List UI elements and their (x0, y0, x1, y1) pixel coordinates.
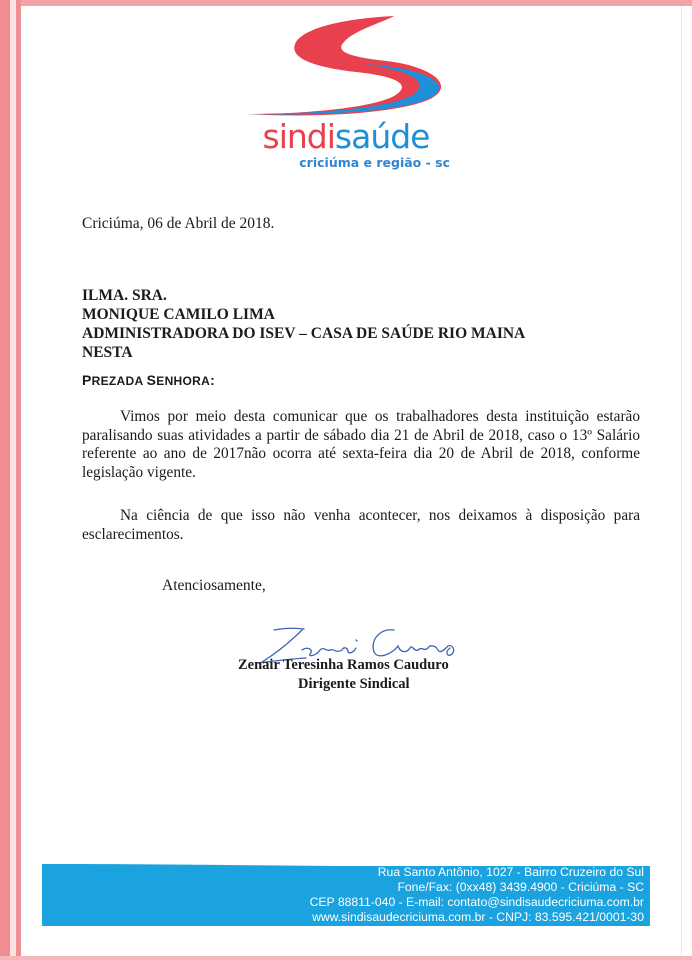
footer-line: Rua Santo Antônio, 1027 - Bairro Cruzeiro do Sul (377, 865, 644, 879)
logo-subtitle: criciúma e região - sc (299, 155, 450, 170)
letter-date: Criciúma, 06 de Abril de 2018. (82, 215, 275, 232)
salutation-part: REZADA (91, 374, 147, 388)
footer-line: CEP 88811-040 - E-mail: contato@sindisaudecriciuma.com.br (309, 895, 644, 909)
signer-role: Dirigente Sindical (298, 676, 410, 692)
salutation-part: S (146, 372, 157, 388)
addressee-line: ADMINISTRADORA DO ISEV – CASA DE SAÚDE RIO MAINA (82, 325, 526, 342)
logo-word-part1: sindi (262, 117, 335, 156)
footer-line: www.sindisaudecriciuma.com.br - CNPJ: 83.595.421/0001-30 (312, 910, 644, 924)
salutation-part: : (210, 372, 216, 388)
salutation-part: P (82, 372, 92, 388)
addressee-line: NESTA (82, 344, 133, 361)
footer-banner (42, 862, 650, 926)
logo-wordmark (221, 118, 471, 156)
paper-bottom-edge (0, 956, 692, 960)
body-paragraph: Vimos por meio desta comunicar que os trabalhadores desta instituição estarão paralisando suas atividades a partir de sábado dia 21 de Abril de 2018, caso o 13º Salário referente ao ano de 2017não ocorra até sexta-feira dia 20 de Abril de 2018, conforme legislação vigente. (82, 408, 640, 481)
body-paragraph: Na ciência de que isso não venha acontecer, nos deixamos à disposição para esclarecimentos. (82, 507, 640, 543)
logo-word-part2: saúde (334, 117, 430, 156)
addressee-line: ILMA. SRA. (82, 287, 167, 304)
addressee-block (82, 286, 525, 362)
footer-line: Fone/Fax: (0xx48) 3439.4900 - Criciúma - SC (397, 880, 644, 894)
salutation (82, 372, 215, 388)
addressee-line: MONIQUE CAMILO LIMA (82, 306, 275, 323)
s-swoosh-logo-icon (244, 14, 444, 118)
signer-name: Zenair Teresinha Ramos Cauduro (238, 657, 449, 673)
closing-line: Atenciosamente, (162, 577, 266, 594)
footer-contact-info (42, 862, 650, 925)
letterhead-stripe-outer (0, 0, 10, 960)
salutation-part: ENHORA (156, 374, 211, 388)
